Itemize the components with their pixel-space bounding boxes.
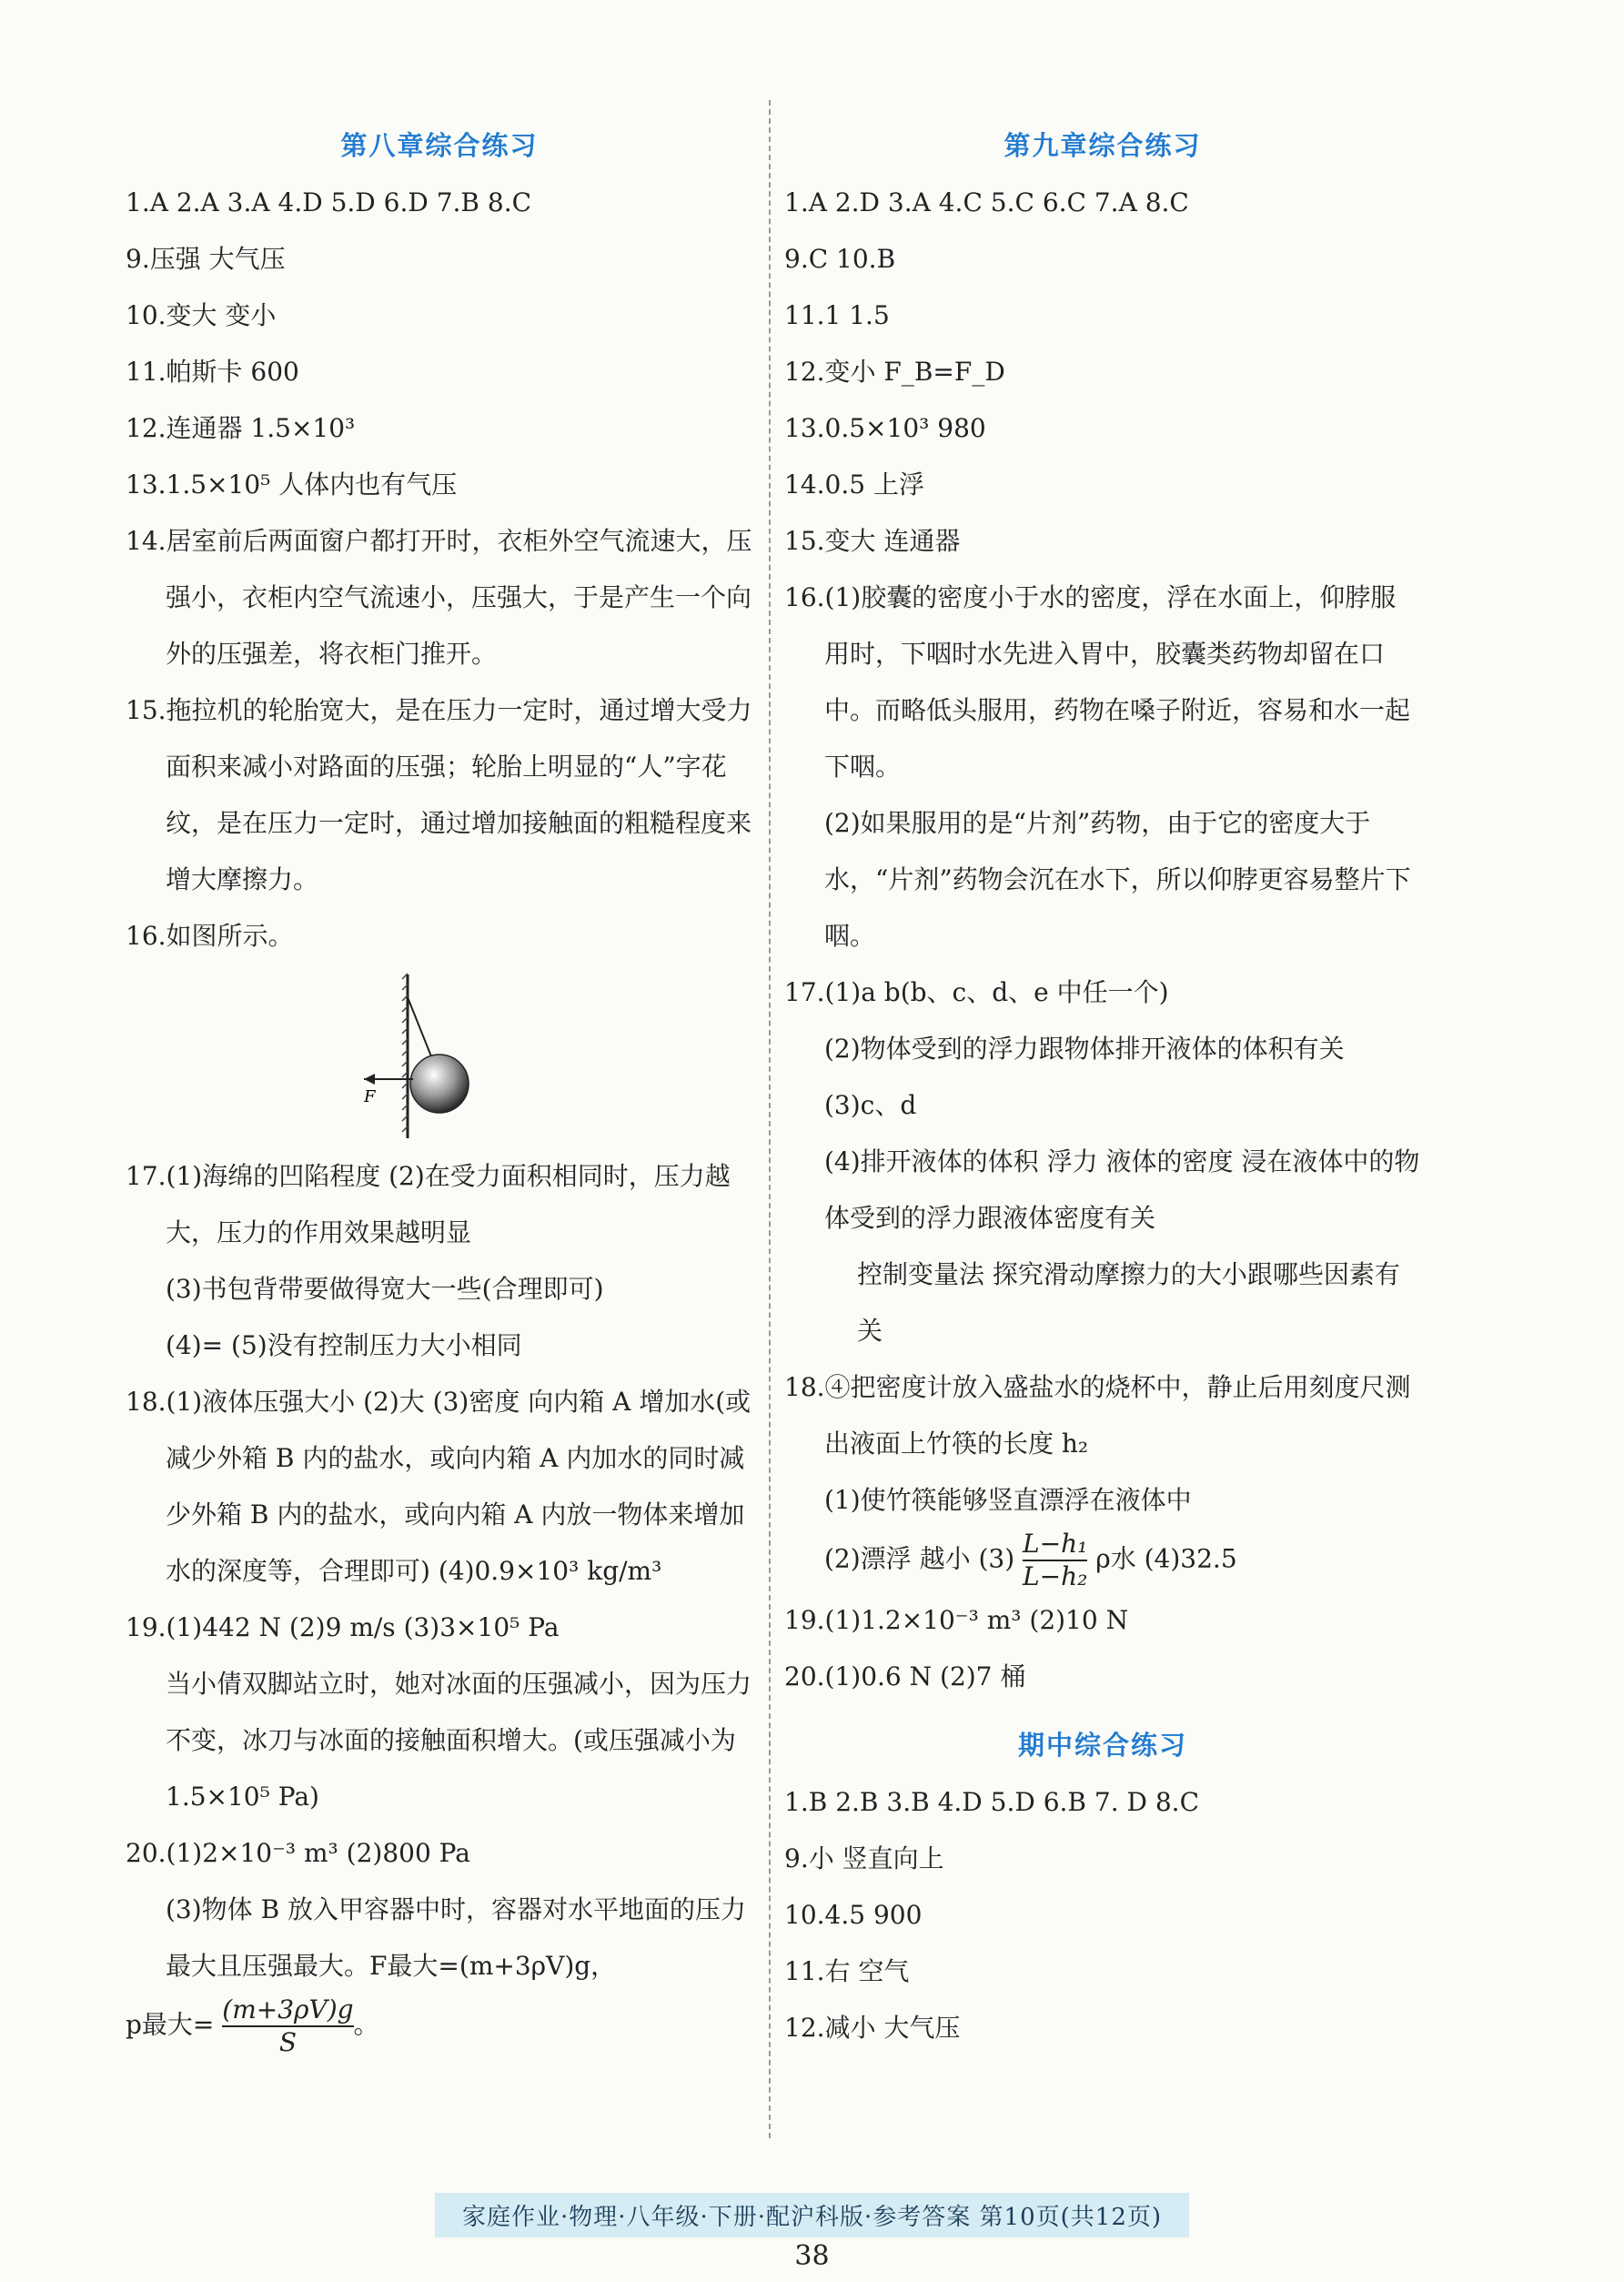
answer-paragraph: 16.(1)胶囊的密度小于水的密度，浮在水面上，仰脖服用时，下咽时水先进入胃中，胶囊类药物却留在口中。而略低头服用，药物在嗓子附近，容易和水一起下咽。 (784, 582, 1411, 782)
answer-line: 14.0.5 上浮 (784, 470, 924, 500)
answer-line: 1.A 2.A 3.A 4.D 5.D 6.D 7.B 8.C (126, 187, 532, 217)
force-diagram (126, 970, 753, 1143)
answer-paragraph: 15.拖拉机的轮胎宽大，是在压力一定时，通过增大受力面积来减小对路面的压强；轮胎上明显的“人”字花纹，是在压力一定时，通过增加接触面的粗糙程度来增大摩擦力。 (126, 695, 752, 894)
answer-line: 9.C 10.B (784, 244, 896, 274)
answer-line: 12.变小 F_B=F_D (784, 357, 1005, 387)
answer-line: 9.小 竖直向上 (784, 1843, 944, 1873)
column-divider (769, 100, 771, 2138)
chapter9-heading: 第九章综合练习 (1004, 130, 1202, 161)
midterm-heading: 期中综合练习 (1017, 1730, 1187, 1761)
formula-end: 。 (353, 2009, 379, 2040)
answer-paragraph: (3)物体 B 放入甲容器中时，容器对水平地面的压力最大且压强最大。F最大=(m+3ρV)g， (166, 1894, 747, 1981)
answer-line: 16.如图所示。 (126, 921, 294, 951)
answer-line: 13.0.5×10³ 980 (784, 413, 986, 443)
fraction-numerator: (m+3ρV)g (222, 1994, 354, 2025)
answer-paragraph: 17.(1)海绵的凹陷程度 (2)在受力面积相同时，压力越大，压力的作用效果越明显 (126, 1161, 731, 1247)
answer-line: 11.帕斯卡 600 (126, 357, 299, 387)
ball (410, 1055, 469, 1113)
fraction-denominator: S (278, 2027, 298, 2057)
answer-paragraph: 14.居室前后两面窗户都打开时，衣柜外空气流速大，压强小，衣柜内空气流速小，压强大，于是产生一个向外的压强差，将衣柜门推开。 (126, 526, 752, 669)
answer-paragraph: (4)排开液体的体积 浮力 液体的密度 浸在液体中的物体受到的浮力跟液体密度有关 (824, 1146, 1420, 1233)
answer-line: 10.4.5 900 (784, 1900, 923, 1930)
answer-paragraph: 当小倩双脚站立时，她对冰面的压强减小，因为压力不变，冰刀与冰面的接触面积增大。(或压强减小为 1.5×10⁵ Pa) (166, 1669, 752, 1812)
force-label: F (364, 1087, 376, 1106)
footer (0, 2193, 1624, 2237)
answer-paragraph: 18.④把密度计放入盛盐水的烧杯中，静止后用刻度尺测出液面上竹筷的长度 h₂ (784, 1372, 1411, 1459)
answer-line: 12.减小 大气压 (784, 2013, 961, 2043)
answer-line: 17.(1)a b(b、c、d、e 中任一个) (784, 977, 1169, 1007)
pressure-fraction (222, 1994, 353, 2058)
footer-band: 家庭作业·物理·八年级·下册·配沪科版·参考答案 第10页(共12页) (435, 2193, 1189, 2237)
answer-line: 19.(1)1.2×10⁻³ m³ (2)10 N (784, 1605, 1129, 1635)
chapter8-heading: 第八章综合练习 (340, 130, 539, 161)
answer-line: 1.B 2.B 3.B 4.D 5.D 6.B 7. D 8.C (784, 1787, 1199, 1817)
answer-line: (3)书包背带要做得宽大一些(合理即可) (166, 1274, 604, 1304)
formula-line (784, 1529, 1421, 1592)
answer-paragraph: 控制变量法 探究滑动摩擦力的大小跟哪些因素有关 (857, 1259, 1400, 1346)
ball-wall-figure (364, 970, 553, 1143)
answer-line: (4)= (5)没有控制压力大小相同 (166, 1330, 522, 1360)
answer-line: 19.(1)442 N (2)9 m/s (3)3×10⁵ Pa (126, 1612, 560, 1642)
right-column (784, 118, 1421, 2056)
fraction-denominator: L−h₂ (1023, 1561, 1088, 1591)
string-line (408, 997, 433, 1061)
fraction-numerator: L−h₁ (1023, 1529, 1088, 1559)
formula-line (126, 1994, 753, 2058)
answer-paragraph: 18.(1)液体压强大小 (2)大 (3)密度 向内箱 A 增加水(或减少外箱 B 内的盐水，或向内箱 A 内加水的同时减少外箱 B 内的盐水，或向内箱 A 内放一物体来增加水的深度等，合理即可) (4)0.9×10³ kg/m³ (126, 1387, 751, 1586)
formula-lhs: (2)漂浮 越小 (3) (824, 1543, 1015, 1574)
left-column (126, 118, 753, 2058)
answer-paragraph: (2)物体受到的浮力跟物体排开液体的体积有关 (3)c、d (824, 1034, 1345, 1120)
density-fraction (1023, 1529, 1087, 1592)
answer-line: 20.(1)0.6 N (2)7 桶 (784, 1661, 1026, 1691)
answer-line: 20.(1)2×10⁻³ m³ (2)800 Pa (126, 1838, 470, 1868)
formula-lhs: p最大= (126, 2009, 215, 2040)
answer-line: 11.1 1.5 (784, 300, 890, 330)
answer-line: 12.连通器 1.5×10³ (126, 413, 356, 443)
answer-line: (1)使竹筷能够竖直漂浮在液体中 (824, 1485, 1192, 1515)
answer-line: 9.压强 大气压 (126, 244, 286, 274)
answer-line: 13.1.5×10⁵ 人体内也有气压 (126, 470, 458, 500)
answer-line: 1.A 2.D 3.A 4.C 5.C 6.C 7.A 8.C (784, 187, 1189, 217)
force-arrowhead (364, 1074, 375, 1085)
answer-line: 11.右 空气 (784, 1956, 910, 1986)
answer-paragraph: (2)如果服用的是“片剂”药物，由于它的密度大于水，“片剂”药物会沉在水下，所以仰脖更容易整片下咽。 (824, 808, 1411, 951)
answer-line: 10.变大 变小 (126, 300, 277, 330)
formula-rhs: ρ水 (4)32.5 (1095, 1543, 1237, 1574)
answer-line: 15.变大 连通器 (784, 526, 961, 556)
page-number: 38 (794, 2240, 830, 2272)
